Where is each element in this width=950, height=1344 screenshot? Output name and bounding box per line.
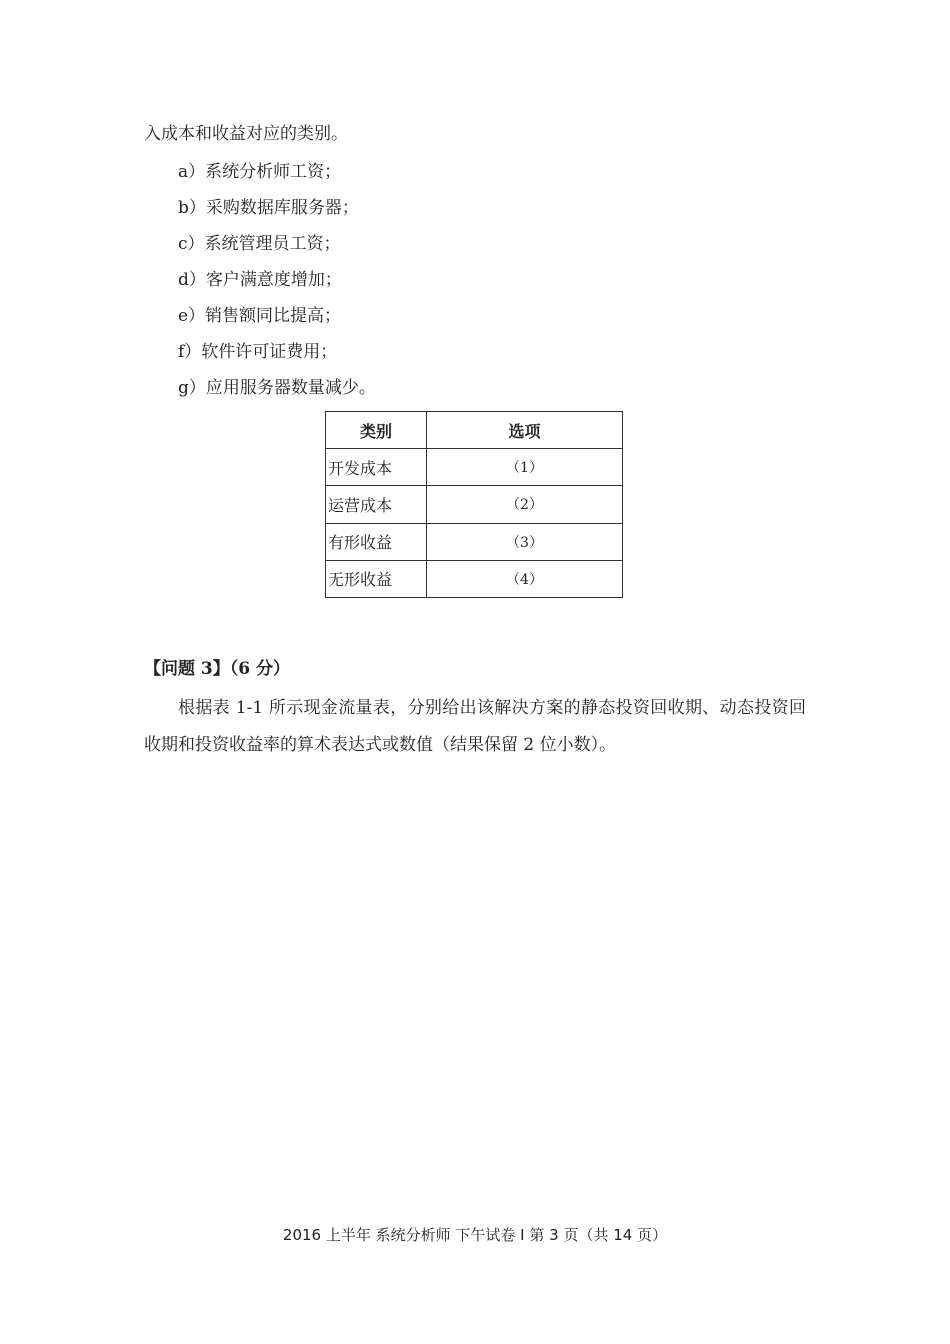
table-header-row (326, 412, 623, 449)
option-a: a）系统分析师工资； (178, 162, 342, 182)
header-category: 类别 (326, 412, 427, 449)
row-category: 有形收益 (326, 523, 427, 560)
intro-text: 入成本和收益对应的类别。 (144, 124, 348, 144)
option-b: b）采购数据库服务器； (178, 198, 359, 218)
row-option: （3） (427, 523, 623, 560)
table-row (326, 560, 623, 597)
option-f: f）软件许可证费用； (178, 342, 338, 362)
table-row (326, 449, 623, 486)
question-3-body: 根据表 1-1 所示现金流量表，分别给出该解决方案的静态投资回收期、动态投资回收期和投资收益率的算术表达式或数值（结果保留 2 位小数）。 (144, 698, 806, 755)
option-c: c）系统管理员工资； (178, 234, 341, 254)
row-option: （2） (427, 486, 623, 523)
table-row (326, 486, 623, 523)
question-3-title: 【问题 3】（6 分） (144, 659, 290, 679)
row-option: （4） (427, 560, 623, 597)
row-category: 开发成本 (326, 449, 427, 486)
row-category: 运营成本 (326, 486, 427, 523)
table-row (326, 523, 623, 560)
page-footer: 2016 上半年 系统分析师 下午试卷 I 第 3 页（共 14 页） (282, 1226, 668, 1244)
header-option: 选项 (427, 412, 623, 449)
category-table (325, 411, 623, 598)
row-option: （1） (427, 449, 623, 486)
row-category: 无形收益 (326, 560, 427, 597)
option-e: e）销售额同比提高； (178, 306, 342, 326)
option-g: g）应用服务器数量减少。 (178, 378, 376, 398)
option-d: d）客户满意度增加； (178, 270, 342, 290)
